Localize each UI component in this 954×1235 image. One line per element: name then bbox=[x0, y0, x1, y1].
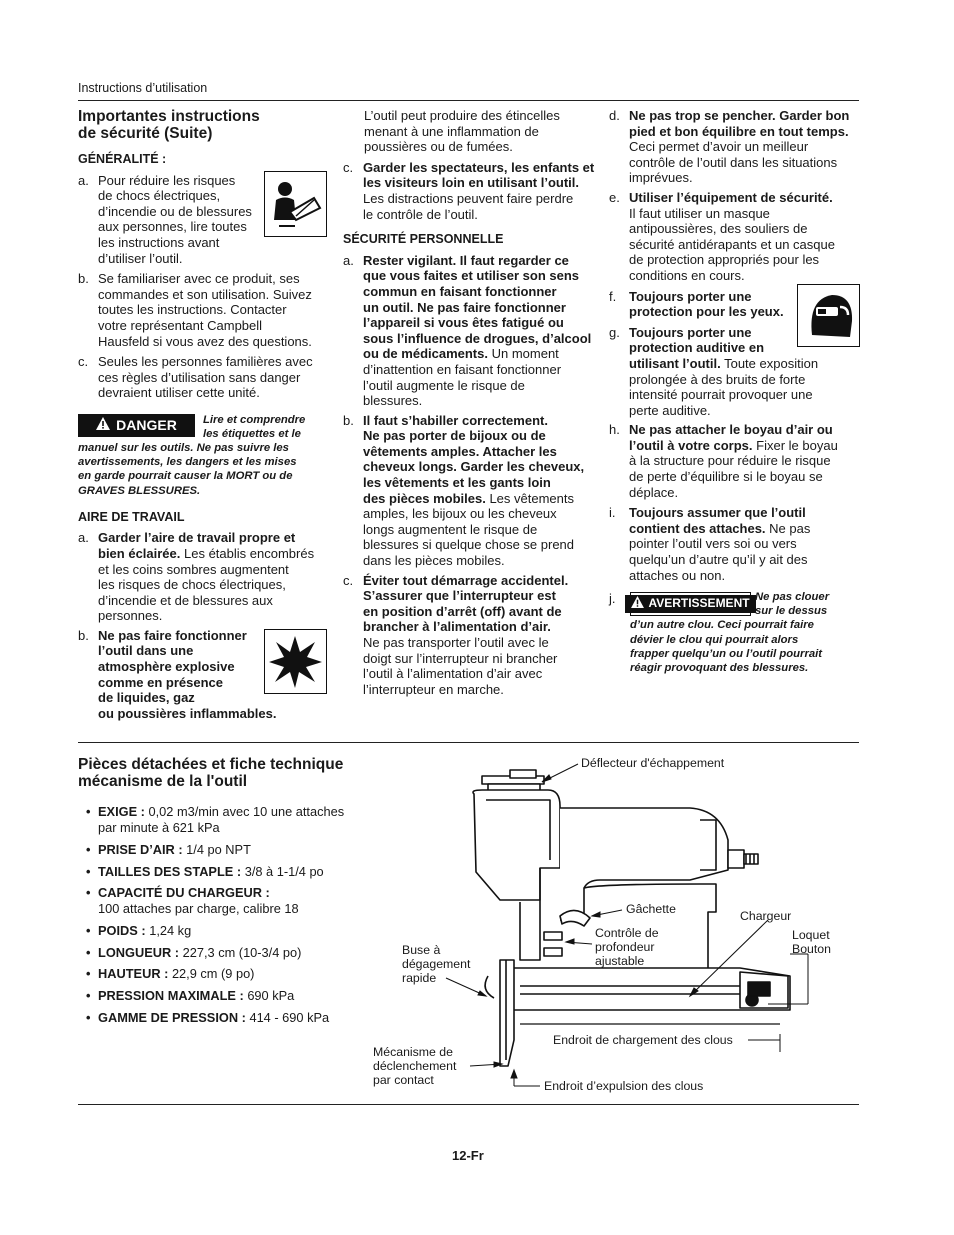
spec-item bbox=[86, 864, 324, 880]
text-line: attaches ou non. bbox=[629, 567, 726, 583]
text-line: contrôle de l’outil dans les situations bbox=[629, 154, 838, 170]
text-line: Mécanisme de bbox=[373, 1045, 453, 1059]
text-line: Toujours porter une bbox=[629, 324, 752, 340]
text-line: Ne pas clouer bbox=[755, 591, 830, 603]
page-number: 12-Fr bbox=[452, 1148, 484, 1163]
general-title: GÉNÉRALITÉ : bbox=[78, 152, 167, 166]
text-line: Garder l’aire de travail propre et bbox=[98, 530, 296, 546]
parts-heading: Pièces détachées et fiche technique mécanisme de la l'outil bbox=[78, 756, 344, 790]
text-line: d’un autre clou. Ceci pourrait faire bbox=[630, 619, 814, 632]
bullet: • bbox=[86, 966, 91, 981]
spec-label: POIDS : bbox=[98, 923, 150, 938]
section-rule bbox=[78, 742, 859, 743]
text-line: comme en présence bbox=[98, 674, 224, 690]
text-line: blessures. bbox=[363, 393, 423, 409]
text-line: utilisant l’outil. bbox=[629, 355, 721, 371]
text-line: des pièces mobiles. bbox=[363, 490, 486, 506]
text-line: pied et bon équilibre en tout temps. bbox=[629, 123, 849, 139]
spec-item bbox=[86, 988, 294, 1004]
text-line: quelqu’un d’autre qu’il y ait des bbox=[629, 552, 808, 568]
text-line: Garder les spectateurs, les enfants et bbox=[363, 159, 595, 175]
text-line: protection pour les yeux. bbox=[629, 304, 784, 320]
item-h: h. Ne pas attacher le boyau d’air ou l’outil à votre corps. Fixer le boyau à la structure pour réduire le risque de perte d’équilibre si le boyau se déplace. bbox=[609, 422, 838, 500]
text-line: vêtements amples. Attacher les bbox=[363, 443, 557, 459]
work-area-item-b: b. Ne pas faire fonctionner l’outil dans une atmosphère explosive comme en présence de liquides, gaz ou poussières inflammables. bbox=[78, 627, 277, 721]
warning-label: AVERTISSEMENT bbox=[648, 596, 750, 611]
general-item-c: c. Seules les personnes familières avec ces règles d’utilisation sans danger devraient utiliser cette unité. bbox=[78, 354, 313, 401]
spec-label: PRESSION MAXIMALE : bbox=[98, 988, 248, 1003]
text-line: déclenchement bbox=[373, 1059, 457, 1073]
text-line: l’outil dans une bbox=[98, 643, 194, 659]
text-line: ou poussières inflammables. bbox=[98, 705, 277, 721]
text-line: imprévues. bbox=[629, 170, 693, 186]
safety-heading: Importantes instructions de sécurité (Suite) bbox=[78, 108, 260, 142]
text-line: sur le dessus bbox=[755, 605, 828, 618]
text-line: Toujours porter une bbox=[629, 288, 752, 304]
text-line: blessures si quelque chose se prend bbox=[363, 537, 575, 553]
text-line: Ne pas faire fonctionner bbox=[98, 627, 247, 643]
text-line: et les coins sombres augmentent bbox=[98, 561, 289, 577]
spec-value: 100 attaches par charge, calibre 18 bbox=[98, 900, 299, 916]
label-loading-area: Endroit de chargement des clous bbox=[553, 1033, 733, 1047]
eye-ear-protection-icon bbox=[797, 284, 860, 347]
spec-item bbox=[86, 966, 254, 982]
item-i: i. Toujours assumer que l’outil contient des attaches. Ne pas pointer l’outil vers soi ou vers quelqu’un d’autre qu’il y ait des attaches ou non. bbox=[609, 505, 811, 583]
text-line: L’outil peut produire des étincelles bbox=[364, 108, 560, 123]
text-line: Seules les personnes familières avec bbox=[98, 354, 313, 370]
text-line: commandes et son utilisation. Suivez bbox=[98, 286, 312, 302]
bullet: • bbox=[86, 804, 91, 819]
text-line: de protection appropriés pour les bbox=[629, 252, 820, 268]
label-latch bbox=[792, 928, 831, 956]
text-line: les instructions avant bbox=[98, 234, 220, 250]
text-line: d’inattention en faisant fonctionner bbox=[363, 361, 562, 377]
text-line: Lire et comprendre bbox=[203, 413, 306, 426]
text-line: en garde pourrait causer la MORT ou de bbox=[78, 470, 293, 483]
spec-value: 690 kPa bbox=[247, 988, 295, 1003]
text-line: d’incendie ou de blessures bbox=[98, 203, 252, 219]
text-line: toutes les instructions. Contacter bbox=[98, 302, 287, 318]
spec-label: PRISE D’AIR : bbox=[98, 842, 187, 857]
text-line: bien éclairée. bbox=[98, 545, 181, 561]
text-line: les visiteurs loin en utilisant l’outil. bbox=[363, 175, 579, 191]
text-line: de chocs électriques, bbox=[98, 188, 221, 204]
text-line: Il faut utiliser un masque bbox=[629, 205, 770, 221]
label-ejection-area: Endroit d’expulsion des clous bbox=[544, 1079, 704, 1093]
sparks-text bbox=[343, 108, 598, 155]
text-line: Ne pas attacher le boyau d’air ou bbox=[629, 422, 833, 438]
text-line: ces règles d’utilisation sans danger bbox=[98, 369, 301, 385]
text-line: par contact bbox=[373, 1073, 434, 1087]
spec-item bbox=[86, 1010, 329, 1026]
text-line: un outil. Ne pas faire fonctionner bbox=[363, 299, 566, 315]
text-line: devraient utiliser cette unité. bbox=[98, 385, 260, 401]
text-line: doigt sur l’interrupteur ni brancher bbox=[363, 650, 558, 666]
warning-triangle-icon bbox=[96, 417, 110, 434]
spec-value: 0,02 m3/min avec 10 une attaches bbox=[148, 804, 345, 819]
text-line: l’outil à l’alimentation d’air avec bbox=[363, 666, 543, 682]
bullet: • bbox=[86, 885, 91, 900]
text-line: dégagement bbox=[402, 957, 471, 971]
text-line: Loquet bbox=[792, 928, 830, 942]
text-line: l’outil à votre corps. bbox=[629, 437, 753, 453]
text-line: que vous faites et utiliser son sens bbox=[363, 268, 580, 284]
text-line: contient des attaches. bbox=[629, 520, 766, 536]
text-line: Ceci permet d’avoir un meilleur bbox=[629, 139, 809, 155]
text-line: Les distractions peuvent faire perdre bbox=[363, 190, 574, 206]
general-item-a: a. Pour réduire les risques de chocs électriques, d’incendie ou de blessures aux personnes, lire toutes les instructions avant d’utiliser l’outil. bbox=[78, 172, 252, 266]
text-line: le contrôle de l’outil. bbox=[363, 206, 478, 222]
label-trigger: Gâchette bbox=[626, 902, 676, 916]
text-line: avertissements, les dangers et les mises bbox=[78, 456, 297, 469]
text-line: menant à une inflammation de bbox=[364, 123, 539, 139]
spec-value: 1,24 kg bbox=[149, 923, 192, 938]
text-line: cheveux longs. Garder les cheveux, bbox=[363, 459, 585, 475]
text-line: S’assurer que l’interrupteur est bbox=[363, 588, 556, 604]
text-line: Toujours assumer que l’outil bbox=[629, 505, 806, 521]
work-area-title: AIRE DE TRAVAIL bbox=[78, 509, 185, 524]
text-line: commun en faisant fonctionner bbox=[363, 283, 557, 299]
text-line: votre représentant Campbell bbox=[98, 317, 263, 333]
bullet: • bbox=[86, 842, 91, 857]
label-nozzle bbox=[402, 943, 470, 985]
text-line: Utiliser l’équipement de sécurité. bbox=[629, 189, 833, 205]
spec-item bbox=[86, 885, 299, 916]
danger-label: DANGER bbox=[116, 416, 177, 433]
text-line: d’utiliser l’outil. bbox=[98, 250, 183, 266]
item-f: f. Toujours porter une protection pour les yeux. bbox=[609, 288, 784, 320]
text-line: l’interrupteur en marche. bbox=[363, 681, 504, 697]
danger-badge bbox=[78, 414, 195, 437]
personal-item-a: a. Rester vigilant. Il faut regarder ce que vous faites et utiliser son sens commun en faisant fonctionner un outil. Ne pas faire fonctionner l’appareil si vous êtes fatigué ou sous l’influence de drogues, d’alcool ou de médicaments. Un moment d’inattention en faisant fonctionner l’outil augmente le risque de blessures. bbox=[343, 252, 592, 409]
text-line: Pour réduire les risques bbox=[98, 172, 236, 188]
spec-label: GAMME DE PRESSION : bbox=[98, 1010, 250, 1025]
item-j-marker: j. bbox=[609, 591, 616, 606]
work-area-item-a: a. Garder l’aire de travail propre et bien éclairée. Les établis encombrés et les coins sombres augmentent les risques de chocs électriques, d’incendie et de blessures aux personnes. bbox=[78, 530, 315, 624]
text-line: aux personnes, lire toutes bbox=[98, 219, 247, 235]
text-line: longs augmentent le risque de bbox=[363, 521, 538, 537]
personal-item-c: c. Éviter tout démarrage accidentel. S’assurer que l’interrupteur est en position d’arrêt (off) avant de brancher à l’alimentation d’air. Ne pas transporter l’outil avec le doigt sur l’interrupteur ni brancher l’outil à l’alimentation d’air avec l’interrupteur en marche. bbox=[343, 572, 569, 697]
text-line: Ne pas porter de bijoux ou de bbox=[363, 428, 546, 444]
spec-value: 22,9 cm (9 po) bbox=[171, 966, 255, 981]
text-line: conditions en cours. bbox=[629, 267, 745, 283]
spec-label: TAILLES DES STAPLE : bbox=[98, 864, 245, 879]
text-line: ou de médicaments. bbox=[363, 346, 488, 362]
text-line: Ne pas transporter l’outil avec le bbox=[363, 635, 549, 650]
item-e: e. Utiliser l’équipement de sécurité. Il faut utiliser un masque antipoussières, des souliers de sécurité antidérapants et un casque de protection appropriés pour les conditions en cours. bbox=[609, 189, 835, 283]
text-line: intensité pourrait provoquer une bbox=[629, 387, 813, 403]
label-depth-control bbox=[595, 926, 659, 968]
text-line: ajustable bbox=[595, 954, 645, 968]
bullet: • bbox=[86, 945, 91, 960]
safety-column-2 bbox=[343, 108, 598, 697]
text-line: de perte d’équilibre si le boyau se bbox=[629, 469, 823, 485]
text-line: Bouton bbox=[792, 942, 831, 956]
text-line: les étiquettes et le bbox=[203, 428, 301, 441]
spec-item bbox=[86, 945, 301, 961]
running-header: Instructions d’utilisation bbox=[78, 81, 208, 95]
header-rule bbox=[78, 100, 859, 101]
bullet: • bbox=[86, 988, 91, 1003]
spec-value: 3/8 à 1-1/4 po bbox=[244, 864, 324, 879]
spec-value: par minute à 621 kPa bbox=[98, 819, 220, 835]
bystanders-item: c. Garder les spectateurs, les enfants et les visiteurs loin en utilisant l’outil. Les distractions peuvent faire perdre le contrôle de l’outil. bbox=[343, 159, 595, 222]
bullet: • bbox=[86, 1010, 91, 1025]
text-line: frapper quelqu’un ou l’outil pourrait bbox=[630, 647, 823, 660]
text-line: poussières ou de fumées. bbox=[364, 139, 513, 155]
read-manual-icon bbox=[264, 171, 327, 237]
text-line: profondeur bbox=[595, 940, 655, 954]
text-line: GRAVES BLESSURES. bbox=[78, 484, 201, 497]
text-line: réagir provoquant des blessures. bbox=[630, 662, 809, 675]
footer-rule bbox=[78, 1104, 859, 1105]
text-line: amples, les bijoux ou les cheveux bbox=[363, 506, 557, 522]
text-line: rapide bbox=[402, 971, 437, 985]
text-line: prolongée à des bruits de forte bbox=[629, 371, 806, 387]
text-line: l’outil augmente le risque de bbox=[363, 377, 525, 393]
text-line: personnes. bbox=[98, 608, 163, 624]
text-line: en position d’arrêt (off) avant de bbox=[363, 603, 562, 619]
text-line: brancher à l’alimentation d’air. bbox=[363, 619, 551, 635]
text-line: les vêtements et les gants loin bbox=[363, 475, 551, 491]
text-line: Éviter tout démarrage accidentel. bbox=[363, 572, 569, 588]
text-line: Ne pas trop se pencher. Garder bon bbox=[629, 108, 850, 123]
text-line: pointer l’outil vers soi ou vers bbox=[629, 536, 797, 552]
text-line: sous l’influence de drogues, d’alcool bbox=[363, 330, 592, 346]
text-line: antipoussières, des souliers de bbox=[629, 221, 808, 237]
item-d: d. Ne pas trop se pencher. Garder bon pied et bon équilibre en tout temps. Ceci permet d’avoir un meilleur contrôle de l’outil dans les situations imprévues. bbox=[609, 108, 850, 186]
text-line: à la structure pour réduire le risque bbox=[629, 453, 831, 469]
spec-value: 414 - 690 kPa bbox=[249, 1010, 330, 1025]
text-line: perte auditive. bbox=[629, 402, 711, 418]
text-line: Contrôle de bbox=[595, 926, 659, 940]
text-line: Buse à bbox=[402, 943, 441, 957]
text-line: Rester vigilant. Il faut regarder ce bbox=[363, 252, 569, 268]
text-line: l’appareil si vous êtes fatigué ou bbox=[363, 315, 564, 331]
text-line: sécurité antidérapants et un casque bbox=[629, 236, 835, 252]
spec-item bbox=[86, 923, 191, 939]
label-magazine: Chargeur bbox=[740, 909, 792, 923]
text-line: Il faut s’habiller correctement. bbox=[363, 412, 548, 428]
text-line: Les établis encombrés bbox=[180, 545, 315, 561]
label-exhaust-deflector: Déflecteur d'échappement bbox=[581, 756, 725, 770]
spec-label: HAUTEUR : bbox=[98, 966, 172, 981]
text-line: dévier le clou qui pourrait alors bbox=[630, 633, 799, 646]
spec-value: 1/4 po NPT bbox=[186, 842, 251, 857]
personal-title: SÉCURITÉ PERSONNELLE bbox=[343, 232, 504, 247]
bullet: • bbox=[86, 864, 91, 879]
spec-label: LONGUEUR : bbox=[98, 945, 183, 960]
spec-value: 227,3 cm (10-3/4 po) bbox=[182, 945, 302, 960]
spec-item bbox=[86, 804, 344, 835]
text-line: dans les pièces mobiles. bbox=[363, 553, 505, 569]
label-contact-trip bbox=[373, 1045, 456, 1087]
general-item-b: b. Se familiariser avec ce produit, ses commandes et son utilisation. Suivez toutes les instructions. Contacter votre représentant Campbell Hausfeld si vous avez des questions. bbox=[78, 271, 312, 349]
text-line: atmosphère explosive bbox=[98, 659, 235, 675]
text-line: manuel sur les outils. Ne pas suivre les bbox=[78, 441, 289, 454]
text-line: protection auditive en bbox=[629, 340, 765, 356]
spec-label: CAPACITÉ DU CHARGEUR : bbox=[98, 885, 270, 900]
text-line: les risques de chocs électriques, bbox=[98, 577, 286, 593]
personal-item-b: b. Il faut s’habiller correctement. Ne pas porter de bijoux ou de vêtements amples. Attacher les cheveux longs. Garder les cheveux, les vêtements et les gants loin des pièces mobiles. Les vêtements amples, les bijoux ou les cheveux longs augmentent le risque de blessures si quelque chose se prend dans les pièces mobiles. bbox=[343, 412, 585, 569]
spec-item bbox=[86, 842, 251, 858]
text-line: de liquides, gaz bbox=[98, 690, 195, 706]
spec-label: EXIGE : bbox=[98, 804, 149, 819]
warning-text bbox=[630, 590, 862, 675]
item-g: g. Toujours porter une protection auditive en utilisant l’outil. Toute exposition prolongée à des bruits de forte intensité pourrait provoquer une perte auditive. bbox=[609, 324, 819, 418]
text-line: d’incendie et de blessures aux bbox=[98, 592, 273, 608]
text-line: déplace. bbox=[629, 484, 679, 500]
explosion-icon bbox=[264, 629, 327, 694]
text-line: Hausfeld si vous avez des questions. bbox=[98, 333, 312, 349]
bullet: • bbox=[86, 923, 91, 938]
text-line: Se familiariser avec ce produit, ses bbox=[98, 271, 300, 287]
